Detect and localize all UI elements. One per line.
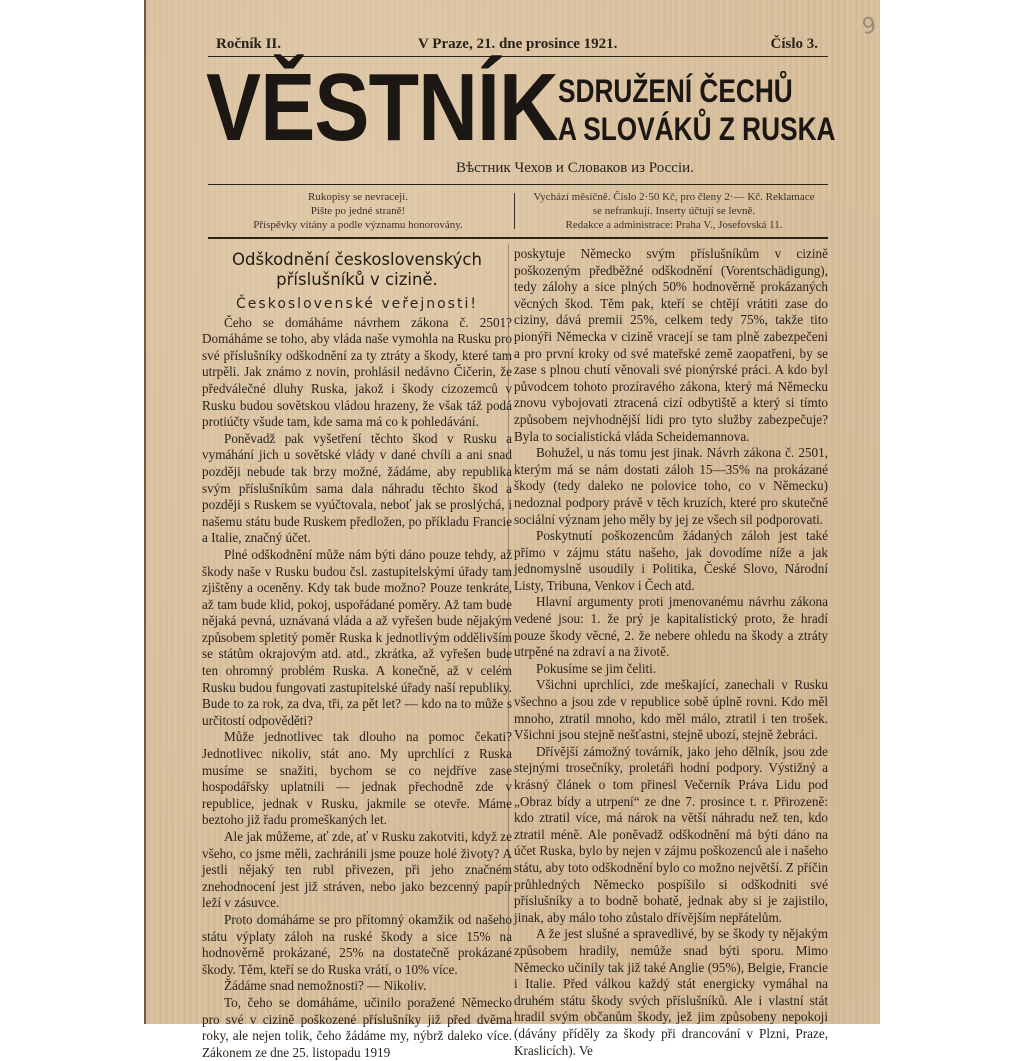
info-left bbox=[208, 190, 508, 232]
paragraph: Žádáme snad nemožnosti? — Nikoliv. bbox=[224, 978, 427, 994]
info-line: Pište po jedné straně! bbox=[310, 205, 406, 217]
info-line: se nefrankují. Inserty účtují se levně. bbox=[592, 205, 756, 217]
article-column-1 bbox=[202, 250, 512, 1061]
dateline: V Praze, 21. dne prosince 1921. bbox=[418, 36, 618, 52]
paragraph: To, čeho se domáháme, učinilo poražené Německo pro své v cizině poškozené příslušníky již před dvěma roky, ale nejen tolik, čeho žádáme my, nýbrž daleko více. Zákonem ze dne 25. listopadu 1919 bbox=[202, 994, 512, 1060]
article-salutation: Československé veřejnosti! bbox=[236, 296, 478, 312]
info-box bbox=[208, 184, 828, 239]
info-line: Příspěvky vítány a podle významu honorovány. bbox=[253, 219, 463, 231]
masthead-subtitle bbox=[558, 72, 835, 148]
info-divider bbox=[514, 193, 515, 229]
paragraph: Může jednotlivec tak dlouho na pomoc čekati? Jednotlivec nikoliv, stát ano. My uprchlíci z Ruska musíme se snažiti, bychom se co nejdříve zase hospodářsky uplatnili — jednak přechodně zde v republice, jednak v Rusku, jakmile se otevře. Máme beztoho již řadu promeškaných let. bbox=[202, 729, 512, 828]
info-line: Vychází měsíčně. Číslo 2·50 Kč, pro členy 2·— Kč. Reklamace bbox=[533, 191, 815, 203]
paragraph: A že jest slušné a spravedlivé, by se škody ty nějakým způsobem hradily, nemůže snad býti sporu. Mimo Německo učinily tak již také Anglie (95%), Belgie, Francie i Italie. Před válkou každý stát energicky vymáhal na druhém státu škody svých příslušníků. Ale i vlastní stát hradil svým občanům škody, jež jim způsobeny nepokoji (dávány příděly za škody při drancování v Plzni, Praze, Kraslicích). Ve bbox=[514, 926, 828, 1058]
paragraph: Bohužel, u nás tomu jest jinak. Návrh zákona č. 2501, kterým má se nám dostati záloh 15—35% na prokázané škody (tedy daleko ne polovice toho, co v Německu) nedoznal podpory právě v těch kruzích, které pro skutečně sociální význam jeho měly by jej ze všech sil podporovati. bbox=[514, 445, 828, 527]
paragraph: Dřívější zámožný továrník, jako jeho dělník, jsou zde stejnými trosečníky, proletáři hodní podpory. Výstižný a krásný článek o tom přinesl Večerník Práva Lidu pod „Obraz bídy a utrpení“ ze dne 7. prosince t. r. Přirozeně: kdo ztratil více, má nárok na větší náhradu než ten, kdo ztratil méně. Ale poněvadž odškodnění má býti dáno na účet Ruska, bylo by nejen v zájmu poškozenců ale i našeho státu, aby toto odškodnění bylo co možno největší. Z příčin průhledných Německo pospíšilo si odškodniti své příslušníky a to bodně bohatě, jednak aby si je zajistilo, jinak, aby málo toho zůstalo dřívějším nepřátelům. bbox=[514, 743, 828, 925]
article-headline: Odškodnění československých příslušníků v cizině. bbox=[232, 250, 482, 289]
paragraph: poskytuje Německo svým příslušníkům v cizině poškozeným předběžné odškodnění (Vorentschädigung), tedy zálohy a sice plných 50% hodnověrně prokázaných věcných škod. Těm pak, kteří se chtějí vrátiti zase do ciziny, dává premii 25%, celkem tedy 75%, takže tito pionýři Německa v cizině vracejí se tam plně zabezpečeni a pro první kroky od své mateřské země zaopatřeni, by se zase s plnou chutí věnovali své pionýrské práci. A kdo byl původcem tohoto prozíravého zákona, který má Německu znovu vybojovati ztracená cizí odbytiště a který si tímto způsobem nejvhodnější lidi pro tyto služby zabezpečuje? Byla to socialistická vláda Scheidemannova. bbox=[514, 246, 828, 444]
newspaper-page bbox=[144, 0, 880, 1060]
info-line: Rukopisy se nevracejí. bbox=[308, 191, 408, 203]
subtitle-line-2: A SLOVÁKŮ Z RUSKA bbox=[558, 111, 836, 147]
paragraph: Poskytnutí poškozencům žádaných záloh jest také přímo v zájmu státu našeho, jak dovodíme níže a jak jednomyslně usoudily i Politika, České Slovo, Národní Listy, Tribuna, Venkov i Čech atd. bbox=[514, 528, 828, 593]
russian-title: Вѣстник Чехов и Словаков из Россiи. bbox=[456, 160, 694, 176]
paragraph: Všichni uprchlíci, zde meškající, zanechali v Rusku všechno a jsou zde v republice sobě úplně rovni. Kdo měl mnoho, ztratil mnoho, kdo měl málo, ztratil i ten trošek. Všichni jsou stejně nešťastni, stejně ubozí, stejně žebráci. bbox=[514, 677, 828, 743]
paragraph: Poněvadž pak vyšetření těchto škod v Rusku a vymáhání jich u sovětské vlády v dané chvíli a ani snad později nebude tak brzy možné, žádáme, aby republika svým příslušníkům sama dala náhradu těchto škod a později s Ruskem se vyúčtovala, neboť jak se proslýchá, i našemu státu bude Ruskem předložen, po příkladu Francie a Italie, značný účet. bbox=[202, 430, 512, 546]
info-right bbox=[520, 190, 828, 232]
subtitle-line-1: SDRUŽENÍ ČECHŮ bbox=[558, 73, 793, 109]
paragraph: Čeho se domáháme návrhem zákona č. 2501? Domáháme se toho, aby vláda naše vymohla na Rusku pro své příslušníky odškodnění za ty ztráty a škody, které tam utrpěli. Jak známo z novin, prohlásil nedávno Čičerin, že předválečné dluhy Ruska, jakož i škody cizozemců v Rusku budou sovětskou vládou hrazeny, že však táž podá protiúčty všude tam, kde sama má co k pohledávání. bbox=[202, 314, 512, 430]
pencil-mark: 9 bbox=[860, 13, 878, 40]
volume-label: Ročník II. bbox=[216, 36, 282, 52]
info-line: Redakce a administrace: Praha V., Josefovská 11. bbox=[565, 219, 783, 231]
paragraph: Plné odškodnění může nám býti dáno pouze tehdy, až škody naše v Rusku budou čsl. zastupitelskými úřady tam zjištěny a oceněny. Kdy tak bude možno? Pouze tenkráte, až tam bude klid, pokoj, uspořádané poměry. Až tam bude nějaká pevná, uznávaná vláda a až vyřešen bude nějakým způsobem spletitý poměr Ruska k jednotlivým oddělivším se státům okrajovým atd. atd., zkrátka, až vyřešen bude ten ohromný problém Ruska. A konečně, až v celém Rusku budou fungovati zastupitelské úřady naší republiky. Bude to za rok, za dva, tři, za pět let? — kdo na to může s určitostí odpověděti? bbox=[202, 546, 512, 728]
masthead-title: VĚSTNÍK bbox=[206, 54, 558, 161]
article-column-2 bbox=[514, 246, 828, 1059]
paragraph: Ale jak můžeme, ať zde, ať v Rusku zakotviti, když ze všeho, co jsme měli, zachránili jsme pouze holé životy? A jestli nějaký ten rubl přivezen, při jeho značném znehodnocení jest již stráven, nebo jako bezcenný papír leží v zásuvce. bbox=[202, 829, 512, 911]
paragraph: Proto domáháme se pro přítomný okamžik od našeho státu výplaty záloh na ruské škody a sice 15% na hodnověrně prokázané, 25% na dostatečně prokázané škody. Těm, kteří se do Ruska vrátí, o 10% více. bbox=[202, 911, 512, 977]
masthead bbox=[206, 54, 836, 186]
paragraph: Pokusíme se jim čeliti. bbox=[536, 660, 657, 676]
issue-number: Číslo 3. bbox=[770, 36, 818, 52]
paragraph: Hlavní argumenty proti jmenovanému návrhu zákona vedené jsou: 1. že prý je kapitalistický proto, že hradí pouze škody věcné, 2. že nebere ohledu na škody a ztráty utrpěné na zdraví a na životě. bbox=[514, 594, 828, 660]
